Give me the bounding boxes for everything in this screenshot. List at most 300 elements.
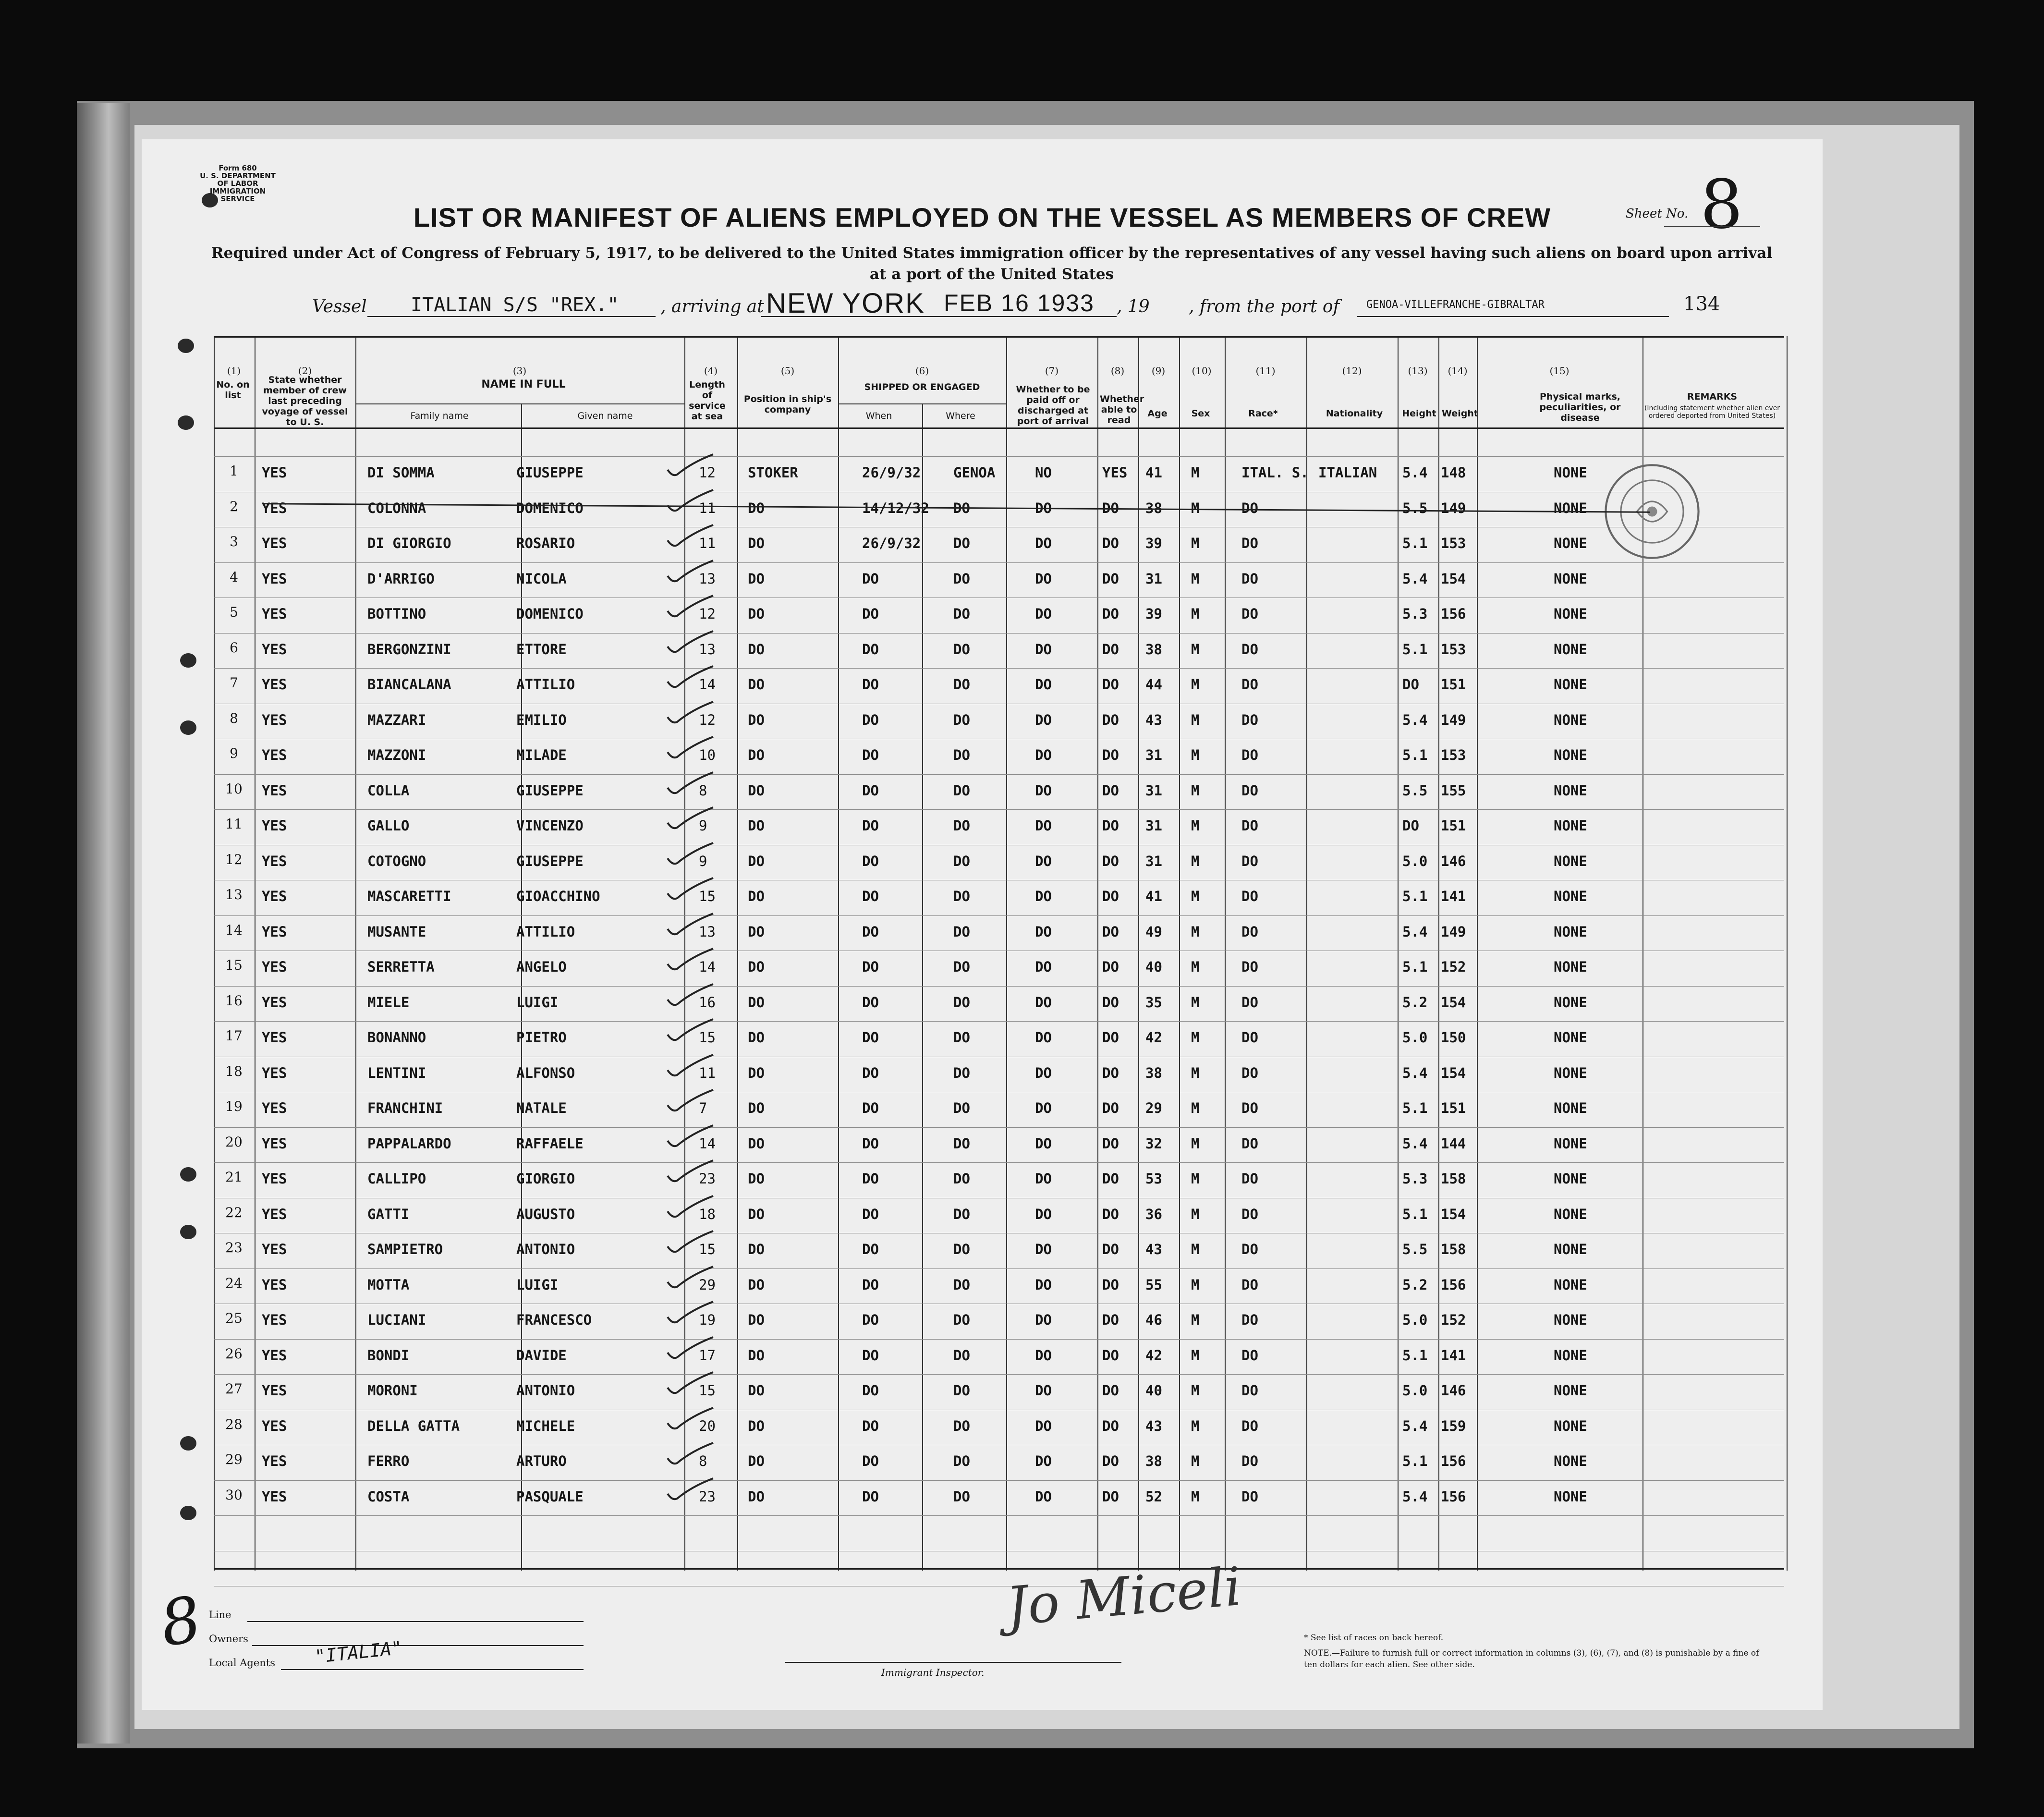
when-cell: DO [862,1135,879,1152]
column-rule [737,336,738,1571]
read-cell: DO [1102,994,1119,1011]
weight-cell: 156 [1441,1488,1466,1505]
where-cell: DO [953,1206,970,1222]
where-cell: DO [953,1100,970,1116]
service-cell: 14 [699,676,716,693]
where-cell: DO [953,1417,970,1434]
height-cell: 5.5 [1402,1241,1428,1257]
paid-cell: DO [1035,570,1052,587]
member-cell: YES [262,641,287,658]
weight-cell: 154 [1441,1206,1466,1222]
paid-cell: DO [1035,676,1052,693]
service-cell: 8 [699,782,707,799]
nationality-cell: ITALIAN [1318,464,1377,481]
height-cell: DO [1402,817,1419,834]
paid-cell: DO [1035,641,1052,658]
weight-cell: 151 [1441,1100,1466,1116]
row-rule [214,1021,1784,1022]
when-cell: DO [862,959,879,975]
paid-cell: DO [1035,1488,1052,1505]
read-cell: YES [1102,464,1128,481]
inspector-label: Immigrant Inspector. [881,1667,985,1678]
column-number: (12) [1342,365,1362,377]
where-cell: DO [953,959,970,975]
check-mark [663,733,716,762]
physical-cell: NONE [1554,1488,1587,1505]
read-cell: DO [1102,817,1119,834]
race-cell: DO [1241,747,1258,763]
check-mark [663,627,716,656]
header-race: Race* [1248,408,1278,419]
check-mark [663,1404,716,1433]
row-number: 7 [230,675,238,691]
race-cell: DO [1241,1064,1258,1081]
read-cell: DO [1102,1064,1119,1081]
row-number: 14 [225,922,243,938]
column-number: (7) [1045,365,1059,377]
family-name-cell: BIANCALANA [367,676,451,693]
physical-cell: NONE [1554,747,1587,763]
given-name-cell: ROSARIO [516,535,575,551]
row-rule [214,1127,1784,1128]
position-cell: DO [748,923,765,940]
check-mark [663,1475,716,1503]
manifest-page [142,139,1823,1710]
race-cell: DO [1241,888,1258,904]
check-mark [663,557,716,585]
header-paid: Whether to be paid off or discharged at port of arrival [1016,384,1090,427]
sex-cell: M [1191,1241,1200,1257]
height-cell: 5.4 [1402,1064,1428,1081]
read-cell: DO [1102,923,1119,940]
age-cell: 38 [1145,1064,1162,1081]
row-rule [214,1515,1784,1516]
weight-cell: 151 [1441,676,1466,693]
family-name-cell: PAPPALARDO [367,1135,451,1152]
local-agents-value: "ITALIA" [314,1637,403,1668]
position-cell: DO [748,1100,765,1116]
sex-cell: M [1191,1382,1200,1399]
row-number: 26 [225,1345,243,1362]
header-read: Whether able to read [1100,394,1144,426]
row-number: 3 [230,534,238,549]
age-cell: 31 [1145,747,1162,763]
physical-cell: NONE [1554,676,1587,693]
member-cell: YES [262,1171,287,1187]
physical-cell: NONE [1554,1171,1587,1187]
column-rule [1787,336,1788,1571]
age-cell: 36 [1145,1206,1162,1222]
member-cell: YES [262,676,287,693]
member-cell: YES [262,1488,287,1505]
position-cell: DO [748,1276,765,1293]
race-cell: DO [1241,1206,1258,1222]
paid-cell: DO [1035,1171,1052,1187]
read-cell: DO [1102,500,1119,516]
read-cell: DO [1102,570,1119,587]
physical-cell: NONE [1554,923,1587,940]
position-cell: DO [748,676,765,693]
sex-cell: M [1191,464,1200,481]
sex-cell: M [1191,1417,1200,1434]
service-cell: 29 [699,1276,716,1293]
member-cell: YES [262,1135,287,1152]
row-number: 22 [225,1204,243,1220]
given-name-cell: GIUSEPPE [516,853,584,869]
column-rule [1097,336,1098,1571]
row-number: 9 [230,745,238,761]
service-cell: 13 [699,570,716,587]
row-number: 5 [230,604,238,620]
weight-cell: 153 [1441,747,1466,763]
paid-cell: DO [1035,1029,1052,1046]
weight-cell: 156 [1441,1453,1466,1469]
when-cell: DO [862,1206,879,1222]
row-number: 27 [225,1381,243,1397]
footer-agents-label: Local Agents [209,1657,276,1669]
sex-cell: M [1191,711,1200,728]
where-cell: DO [953,1453,970,1469]
race-cell: DO [1241,1488,1258,1505]
weight-cell: 153 [1441,535,1466,551]
physical-cell: NONE [1554,1453,1587,1469]
row-rule [214,1268,1784,1269]
height-cell: 5.5 [1402,500,1428,516]
race-cell: DO [1241,1382,1258,1399]
weight-cell: 149 [1441,500,1466,516]
position-cell: DO [748,1029,765,1046]
age-cell: 43 [1145,711,1162,728]
height-cell: 5.4 [1402,923,1428,940]
height-cell: 5.1 [1402,1347,1428,1364]
when-cell: DO [862,711,879,728]
age-cell: 43 [1145,1417,1162,1434]
member-cell: YES [262,923,287,940]
race-cell: DO [1241,1276,1258,1293]
column-rule [1438,336,1439,1571]
race-cell: DO [1241,923,1258,940]
column-number: (2) [298,365,312,377]
read-cell: DO [1102,711,1119,728]
subcolumn-rule [922,403,923,1571]
given-name-cell: GIORGIO [516,1171,575,1187]
where-cell: DO [953,500,970,516]
position-cell: DO [748,817,765,834]
position-cell: DO [748,959,765,975]
race-cell: DO [1241,994,1258,1011]
read-cell: DO [1102,1206,1119,1222]
height-cell: 5.4 [1402,1135,1428,1152]
position-cell: DO [748,641,765,658]
family-name-cell: GALLO [367,817,410,834]
service-cell: 11 [699,1064,716,1081]
weight-cell: 154 [1441,1064,1466,1081]
physical-cell: NONE [1554,500,1587,516]
when-cell: DO [862,1276,879,1293]
column-number: (3) [512,365,527,377]
check-mark [663,1263,716,1292]
position-cell: DO [748,1382,765,1399]
given-name-cell: ATTILIO [516,923,575,940]
family-name-cell: COTOGNO [367,853,426,869]
member-cell: YES [262,1347,287,1364]
position-cell: DO [748,782,765,799]
when-cell: DO [862,1312,879,1328]
column-number: (1) [227,365,241,377]
height-cell: 5.4 [1402,570,1428,587]
member-cell: YES [262,1241,287,1257]
where-cell: DO [953,535,970,551]
family-name-cell: MASCARETTI [367,888,451,904]
read-cell: DO [1102,888,1119,904]
row-number: 6 [230,639,238,656]
height-cell: DO [1402,676,1419,693]
row-number: 13 [225,887,243,902]
paid-cell: DO [1035,1312,1052,1328]
row-number: 10 [225,780,243,797]
row-number: 8 [230,710,238,726]
physical-cell: NONE [1554,853,1587,869]
read-cell: DO [1102,959,1119,975]
height-cell: 5.2 [1402,994,1428,1011]
paid-cell: DO [1035,1417,1052,1434]
read-cell: DO [1102,853,1119,869]
given-name-cell: MILADE [516,747,567,763]
member-cell: YES [262,711,287,728]
when-cell: DO [862,853,879,869]
check-mark [663,1439,716,1468]
when-cell: 26/9/32 [862,535,921,551]
when-cell: DO [862,1347,879,1364]
when-cell: DO [862,606,879,622]
row-number: 20 [225,1134,243,1150]
column-rule [214,336,215,1571]
member-cell: YES [262,1312,287,1328]
weight-cell: 146 [1441,1382,1466,1399]
paid-cell: DO [1035,711,1052,728]
check-mark [663,910,716,939]
weight-cell: 144 [1441,1135,1466,1152]
header-weight: Weight [1442,408,1478,419]
given-name-cell: DOMENICO [516,606,584,622]
row-number: 25 [225,1310,243,1326]
position-cell: DO [748,1312,765,1328]
footer-owners-label: Owners [209,1633,248,1645]
header-height: Height [1402,408,1436,419]
age-cell: 31 [1145,782,1162,799]
where-cell: DO [953,1241,970,1257]
family-name-cell: MAZZONI [367,747,426,763]
row-number: 19 [225,1098,243,1114]
race-cell: DO [1241,1100,1258,1116]
age-cell: 39 [1145,535,1162,551]
paid-cell: DO [1035,1347,1052,1364]
column-number: (10) [1192,365,1212,377]
when-cell: DO [862,1382,879,1399]
position-cell: DO [748,1135,765,1152]
sex-cell: M [1191,782,1200,799]
row-number: 23 [225,1240,243,1256]
read-cell: DO [1102,1100,1119,1116]
weight-cell: 151 [1441,817,1466,834]
physical-cell: NONE [1554,1417,1587,1434]
member-cell: YES [262,1100,287,1116]
age-cell: 38 [1145,500,1162,516]
race-cell: DO [1241,1135,1258,1152]
family-name-cell: MIELE [367,994,410,1011]
service-cell: 23 [699,1171,716,1187]
service-cell: 23 [699,1488,716,1505]
family-name-cell: DI SOMMA [367,464,435,481]
header-family: Family name [410,411,469,421]
service-cell: 11 [699,500,716,516]
given-name-cell: PIETRO [516,1029,567,1046]
column-number: (13) [1408,365,1428,377]
given-name-cell: NATALE [516,1100,567,1116]
family-name-cell: COLLA [367,782,410,799]
race-cell: DO [1241,853,1258,869]
form-id: Form 680 [219,164,257,172]
sex-cell: M [1191,1100,1200,1116]
header-rule [214,1568,1784,1570]
given-name-cell: AUGUSTO [516,1206,575,1222]
service-cell: 19 [699,1312,716,1328]
where-cell: DO [953,747,970,763]
vessel-label: Vessel [312,297,367,317]
physical-cell: NONE [1554,959,1587,975]
physical-cell: NONE [1554,1312,1587,1328]
header-rule [214,427,1784,429]
column-number: (8) [1110,365,1125,377]
age-cell: 38 [1145,641,1162,658]
read-cell: DO [1102,1241,1119,1257]
paid-cell: DO [1035,923,1052,940]
position-cell: DO [748,570,765,587]
row-number: 16 [225,992,243,1009]
family-name-cell: FRANCHINI [367,1100,443,1116]
height-cell: 5.1 [1402,888,1428,904]
check-mark [663,521,716,550]
race-cell: DO [1241,1312,1258,1328]
family-name-cell: MORONI [367,1382,418,1399]
family-name-cell: DI GIORGIO [367,535,451,551]
read-cell: DO [1102,641,1119,658]
check-mark [663,804,716,832]
weight-cell: 158 [1441,1171,1466,1187]
check-mark [663,1368,716,1397]
service-cell: 12 [699,711,716,728]
check-mark [663,839,716,868]
family-name-cell: FERRO [367,1453,410,1469]
position-cell: DO [748,606,765,622]
physical-cell: NONE [1554,1135,1587,1152]
height-cell: 5.3 [1402,606,1428,622]
when-cell: 14/12/32 [862,500,929,516]
sex-cell: M [1191,747,1200,763]
sex-cell: M [1191,606,1200,622]
family-name-cell: BONDI [367,1347,410,1364]
row-rule [214,915,1784,916]
member-cell: YES [262,535,287,551]
weight-cell: 156 [1441,1276,1466,1293]
check-mark [663,768,716,797]
given-name-cell: ETTORE [516,641,567,658]
row-number: 30 [225,1487,243,1503]
page-title: LIST OR MANIFEST OF ALIENS EMPLOYED ON THE VESSEL AS MEMBERS OF CREW [413,202,1551,232]
age-cell: 31 [1145,570,1162,587]
sex-cell: M [1191,1276,1200,1293]
height-cell: 5.4 [1402,711,1428,728]
sheet-number: 8 [1700,166,1743,244]
family-name-cell: GATTI [367,1206,410,1222]
sheet-label: Sheet No. [1626,207,1689,221]
age-cell: 42 [1145,1029,1162,1046]
age-cell: 29 [1145,1100,1162,1116]
physical-cell: NONE [1554,641,1587,658]
height-cell: 5.2 [1402,1276,1428,1293]
position-cell: DO [748,1206,765,1222]
position-cell: DO [748,1453,765,1469]
row-number: 21 [225,1169,243,1185]
physical-cell: NONE [1554,817,1587,834]
paid-cell: DO [1035,782,1052,799]
height-cell: 5.1 [1402,1206,1428,1222]
check-mark [663,1192,716,1221]
read-cell: DO [1102,782,1119,799]
when-cell: DO [862,1171,879,1187]
column-number: (9) [1151,365,1166,377]
row-number: 2 [230,498,238,514]
read-cell: DO [1102,606,1119,622]
paid-cell: DO [1035,1241,1052,1257]
header-remarks-note: (Including statement whether alien ever ordered deported from United States) [1644,404,1780,420]
check-mark [663,874,716,903]
weight-cell: 158 [1441,1241,1466,1257]
service-cell: 20 [699,1417,716,1434]
weight-cell: 141 [1441,1347,1466,1364]
paid-cell: DO [1035,994,1052,1011]
row-number: 18 [225,1063,243,1079]
arrival-date: FEB 16 1933 [944,290,1095,317]
where-cell: DO [953,641,970,658]
position-cell: DO [748,1488,765,1505]
age-cell: 31 [1145,817,1162,834]
weight-cell: 154 [1441,570,1466,587]
position-cell: DO [748,1241,765,1257]
check-mark [663,1157,716,1185]
from-label: , from the port of [1189,297,1339,317]
row-rule [214,1480,1784,1481]
physical-cell: NONE [1554,1206,1587,1222]
service-cell: 10 [699,747,716,763]
given-name-cell: DAVIDE [516,1347,567,1364]
service-cell: 15 [699,888,716,904]
member-cell: YES [262,500,287,516]
height-cell: 5.1 [1402,959,1428,975]
sex-cell: M [1191,1206,1200,1222]
check-mark [663,1227,716,1256]
read-cell: DO [1102,1312,1119,1328]
service-cell: 9 [699,853,707,869]
physical-cell: NONE [1554,1064,1587,1081]
check-mark [663,1015,716,1044]
age-cell: 40 [1145,959,1162,975]
race-cell: DO [1241,1347,1258,1364]
header-position: Position in ship's company [743,394,832,415]
weight-cell: 156 [1441,606,1466,622]
age-cell: 31 [1145,853,1162,869]
family-name-cell: MOTTA [367,1276,410,1293]
